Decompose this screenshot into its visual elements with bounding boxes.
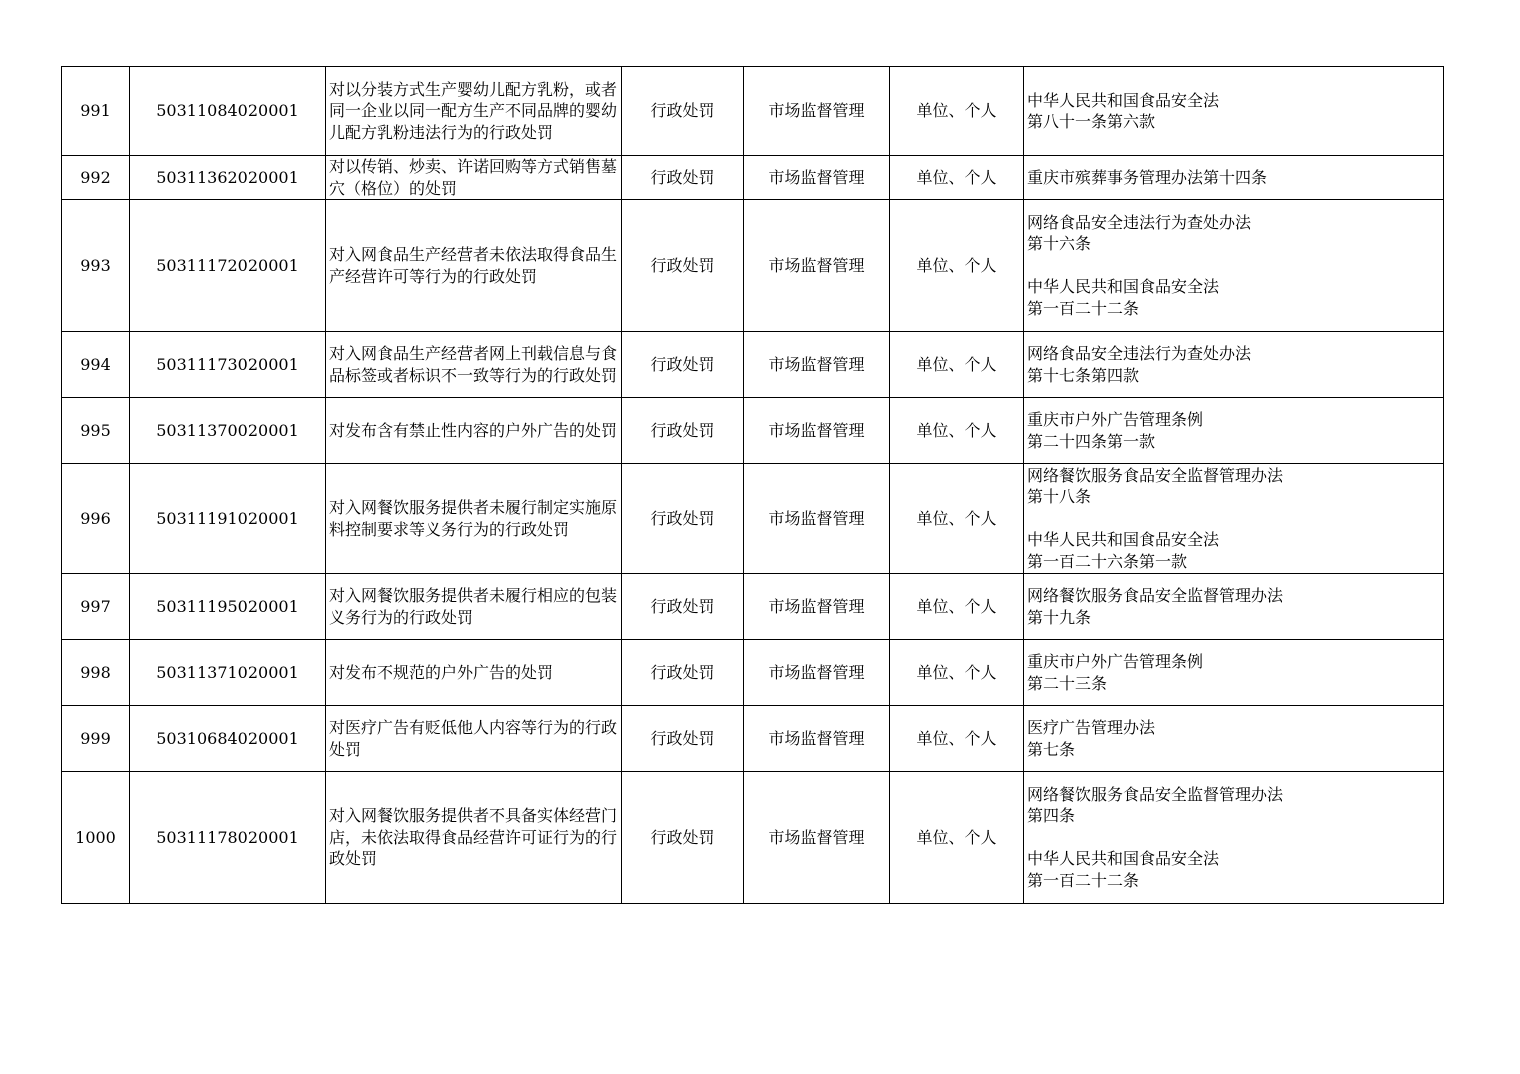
legal-basis-cell: [1024, 200, 1444, 332]
legal-basis-line: [1027, 255, 1440, 277]
item-name-cell: 对入网食品生产经营者网上刊载信息与食品标签或者标识不一致等行为的行政处罚: [326, 332, 622, 398]
item-name-cell: 对以分装方式生产婴幼儿配方乳粉，或者同一企业以同一配方生产不同品牌的婴幼儿配方乳粉违法行为的行政处罚: [326, 67, 622, 156]
implementing-department-cell: 市场监督管理: [744, 772, 890, 904]
legal-basis-cell: [1024, 156, 1444, 200]
legal-basis-line: 中华人民共和国食品安全法: [1027, 849, 1220, 869]
applicable-object-cell: 单位、个人: [890, 574, 1024, 640]
legal-basis-line: 第十六条: [1027, 234, 1092, 254]
applicable-object-cell: 单位、个人: [890, 706, 1024, 772]
item-name-cell: 对入网餐饮服务提供者未履行制定实施原料控制要求等义务行为的行政处罚: [326, 464, 622, 574]
legal-basis-line: 第八十一条第六款: [1027, 112, 1156, 131]
implementing-department-cell: 市场监督管理: [744, 464, 890, 574]
table-row: [62, 67, 1444, 156]
item-code-cell: 50311178020001: [130, 772, 326, 904]
implementing-department-cell: 市场监督管理: [744, 706, 890, 772]
legal-basis-cell: [1024, 640, 1444, 706]
applicable-object-cell: 单位、个人: [890, 398, 1024, 464]
implementing-department-cell: 市场监督管理: [744, 200, 890, 332]
applicable-object-cell: 单位、个人: [890, 640, 1024, 706]
row-sequence-number-cell: 992: [62, 156, 130, 200]
legal-basis-line: 第七条: [1027, 739, 1076, 759]
legal-basis-cell: [1024, 67, 1444, 156]
applicable-object-cell: 单位、个人: [890, 772, 1024, 904]
item-name-cell: 对发布不规范的户外广告的处罚: [326, 640, 622, 706]
legal-basis-line: 重庆市户外广告管理条例: [1027, 652, 1204, 671]
item-type-cell: 行政处罚: [622, 332, 744, 398]
item-name-cell: 对医疗广告有贬低他人内容等行为的行政处罚: [326, 706, 622, 772]
implementing-department-cell: 市场监督管理: [744, 156, 890, 200]
legal-basis-line: 第十八条: [1027, 487, 1092, 507]
item-code-cell: 50311371020001: [130, 640, 326, 706]
administrative-penalty-table: [61, 66, 1444, 904]
item-name-cell: 对入网餐饮服务提供者不具备实体经营门店，未依法取得食品经营许可证行为的行政处罚: [326, 772, 622, 904]
implementing-department-cell: 市场监督管理: [744, 574, 890, 640]
row-sequence-number-cell: 998: [62, 640, 130, 706]
item-name-cell: 对发布含有禁止性内容的户外广告的处罚: [326, 398, 622, 464]
item-type-cell: 行政处罚: [622, 772, 744, 904]
item-type-cell: 行政处罚: [622, 640, 744, 706]
implementing-department-cell: 市场监督管理: [744, 67, 890, 156]
item-code-cell: 50311173020001: [130, 332, 326, 398]
legal-basis-cell: [1024, 706, 1444, 772]
implementing-department-cell: 市场监督管理: [744, 398, 890, 464]
legal-basis-cell: [1024, 574, 1444, 640]
legal-basis-line: 第一百二十六条第一款: [1027, 551, 1188, 571]
item-type-cell: 行政处罚: [622, 574, 744, 640]
legal-basis-cell: [1024, 332, 1444, 398]
legal-basis-line: 网络餐饮服务食品安全监督管理办法: [1027, 784, 1284, 804]
item-name-cell: 对入网食品生产经营者未依法取得食品生产经营许可等行为的行政处罚: [326, 200, 622, 332]
legal-basis-line: 网络食品安全违法行为查处办法: [1027, 212, 1252, 232]
table-row: [62, 464, 1444, 574]
item-code-cell: 50311172020001: [130, 200, 326, 332]
table-row: [62, 200, 1444, 332]
item-type-cell: 行政处罚: [622, 156, 744, 200]
legal-basis-line: 医疗广告管理办法: [1027, 718, 1156, 737]
legal-basis-line: 网络餐饮服务食品安全监督管理办法: [1027, 465, 1284, 485]
applicable-object-cell: 单位、个人: [890, 332, 1024, 398]
table-row: [62, 398, 1444, 464]
table-row: [62, 640, 1444, 706]
item-type-cell: 行政处罚: [622, 67, 744, 156]
item-code-cell: 50311362020001: [130, 156, 326, 200]
applicable-object-cell: 单位、个人: [890, 200, 1024, 332]
item-type-cell: 行政处罚: [622, 200, 744, 332]
row-sequence-number-cell: 993: [62, 200, 130, 332]
legal-basis-line: 中华人民共和国食品安全法: [1027, 530, 1220, 550]
legal-basis-line: 第一百二十二条: [1027, 870, 1140, 890]
legal-basis-cell: [1024, 464, 1444, 574]
legal-basis-line: 第四条: [1027, 806, 1076, 826]
table-row: [62, 156, 1444, 200]
legal-basis-line: 重庆市殡葬事务管理办法第十四条: [1027, 167, 1268, 187]
table-row: [62, 332, 1444, 398]
applicable-object-cell: 单位、个人: [890, 464, 1024, 574]
legal-basis-line: 中华人民共和国食品安全法: [1027, 277, 1220, 297]
table-row: [62, 772, 1444, 904]
implementing-department-cell: 市场监督管理: [744, 332, 890, 398]
implementing-department-cell: 市场监督管理: [744, 640, 890, 706]
legal-basis-line: [1027, 827, 1440, 849]
item-type-cell: 行政处罚: [622, 706, 744, 772]
legal-basis-line: 第二十四条第一款: [1027, 431, 1156, 451]
row-sequence-number-cell: 991: [62, 67, 130, 156]
table-row: [62, 706, 1444, 772]
legal-basis-line: 第二十三条: [1027, 673, 1108, 693]
item-code-cell: 50311084020001: [130, 67, 326, 156]
item-code-cell: 50311195020001: [130, 574, 326, 640]
applicable-object-cell: 单位、个人: [890, 67, 1024, 156]
row-sequence-number-cell: 1000: [62, 772, 130, 904]
legal-basis-cell: [1024, 772, 1444, 904]
row-sequence-number-cell: 999: [62, 706, 130, 772]
row-sequence-number-cell: 996: [62, 464, 130, 574]
item-name-cell: 对以传销、炒卖、许诺回购等方式销售墓穴（格位）的处罚: [326, 156, 622, 200]
table-row: [62, 574, 1444, 640]
item-code-cell: 50311191020001: [130, 464, 326, 574]
legal-basis-line: [1027, 508, 1440, 530]
item-type-cell: 行政处罚: [622, 464, 744, 574]
legal-basis-line: 第一百二十二条: [1027, 298, 1140, 318]
legal-basis-line: 网络餐饮服务食品安全监督管理办法: [1027, 586, 1284, 605]
item-name-cell: 对入网餐饮服务提供者未履行相应的包装义务行为的行政处罚: [326, 574, 622, 640]
item-code-cell: 50311370020001: [130, 398, 326, 464]
row-sequence-number-cell: 997: [62, 574, 130, 640]
row-sequence-number-cell: 994: [62, 332, 130, 398]
item-code-cell: 50310684020001: [130, 706, 326, 772]
applicable-object-cell: 单位、个人: [890, 156, 1024, 200]
row-sequence-number-cell: 995: [62, 398, 130, 464]
legal-basis-cell: [1024, 398, 1444, 464]
legal-basis-line: 网络食品安全违法行为查处办法: [1027, 344, 1252, 363]
legal-basis-line: 第十九条: [1027, 607, 1092, 627]
legal-basis-line: 重庆市户外广告管理条例: [1027, 410, 1204, 429]
table-body: [62, 67, 1444, 904]
item-type-cell: 行政处罚: [622, 398, 744, 464]
legal-basis-line: 中华人民共和国食品安全法: [1027, 90, 1220, 110]
legal-basis-line: 第十七条第四款: [1027, 365, 1140, 385]
